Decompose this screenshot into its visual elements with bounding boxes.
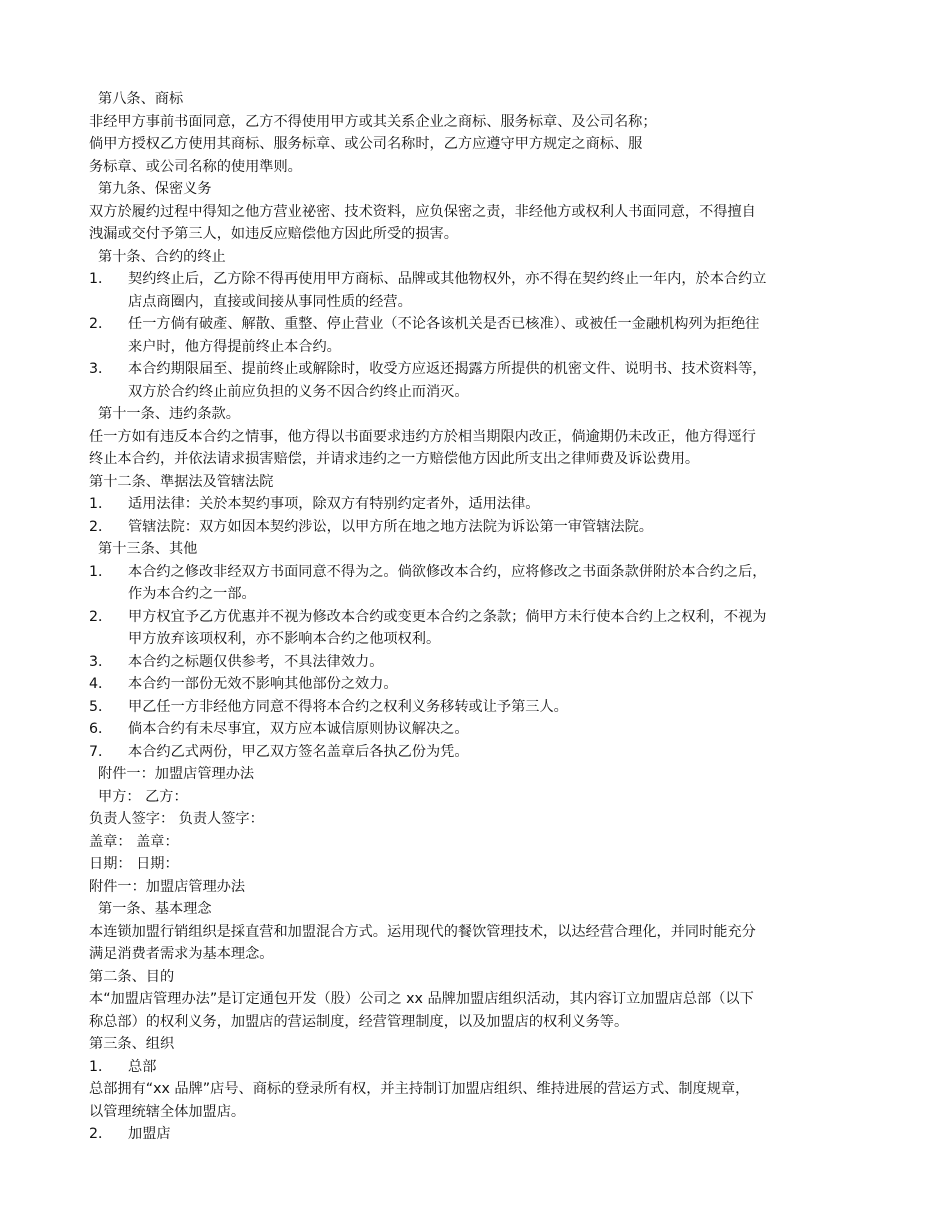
text-line: 日期： 日期：	[89, 856, 179, 872]
item-first-line	[89, 268, 869, 291]
paragraph	[89, 966, 869, 989]
item-continuation-line: 店点商圈内，直接或间接从事同性质的经营。	[128, 293, 412, 310]
item-number: 1．	[89, 1058, 113, 1075]
text-line: 终止本合约，并依法请求损害赔偿，并请求违约之一方赔偿他方因此所支出之律师费及诉讼费用。	[89, 451, 700, 467]
text-line: 本连锁加盟行销组织是採直营和加盟混合方式。运用现代的餐饮管理技术，以达经营合理化，并同时能充分	[89, 923, 756, 940]
numbered-item	[89, 493, 869, 516]
item-first-line	[89, 606, 869, 629]
text-line: 第八条、商标	[98, 91, 184, 107]
item-number: 1．	[89, 271, 113, 287]
paragraph	[89, 111, 869, 134]
paragraph	[89, 921, 869, 966]
paragraph	[89, 988, 869, 1033]
text-line: 甲方： 乙方：	[98, 788, 188, 805]
paragraph	[89, 808, 869, 831]
text-line: 第十条、合约的终止	[98, 248, 226, 265]
section-heading	[89, 763, 869, 786]
item-text: 本合约之标题仅供参考，不具法律效力。	[128, 653, 384, 670]
item-first-line	[89, 313, 869, 336]
text-line: 第九条、保密义务	[98, 181, 212, 197]
item-first-line	[89, 1123, 869, 1146]
item-number: 2．	[89, 1126, 113, 1142]
item-text: 本合约一部份无效不影响其他部份之效力。	[128, 676, 398, 692]
paragraph	[89, 1078, 869, 1123]
item-text: 管辖法院：双方如因本契约涉讼，以甲方所在地之地方法院为诉讼第一审管辖法院。	[128, 518, 653, 535]
item-text: 甲乙任一方非经他方同意不得将本合约之权利义务移转或让予第三人。	[128, 698, 568, 715]
paragraph	[89, 471, 869, 494]
item-text: 甲方权宜予乙方优惠并不视为修改本合约或变更本合约之条款；倘甲方未行使本合约上之权利，不视为	[128, 608, 767, 625]
text-line: 第十二条、準据法及管辖法院	[89, 473, 274, 490]
section-heading	[89, 403, 869, 426]
item-first-line	[89, 673, 869, 696]
paragraph	[89, 201, 869, 246]
numbered-item	[89, 268, 869, 313]
section-heading	[89, 786, 869, 809]
text-line: 总部拥有“xx 品牌”店号、商标的登录所有权，并主持制订加盟店组织、维持进展的营运方式、制度规章，	[89, 1081, 750, 1097]
item-text: 本合约期限届至、提前终止或解除时，收受方应返还揭露方所提供的机密文件、说明书、技术资料等，	[128, 361, 767, 377]
item-first-line	[89, 516, 869, 539]
numbered-item	[89, 561, 869, 606]
text-line: 倘甲方授权乙方使用其商标、服务标章、或公司名称时，乙方应遵守甲方规定之商标、服	[89, 136, 643, 152]
text-line: 负责人签字： 负责人签字：	[89, 811, 264, 827]
paragraph	[89, 831, 869, 854]
item-first-line	[89, 651, 869, 674]
text-line: 第一条、基本理念	[98, 901, 212, 917]
item-first-line	[89, 741, 869, 764]
item-first-line	[89, 493, 869, 516]
numbered-item	[89, 651, 869, 674]
item-number: 4．	[89, 676, 113, 692]
item-number: 2．	[89, 316, 113, 332]
paragraph	[89, 853, 869, 876]
item-text: 总部	[128, 1058, 157, 1075]
item-number: 2．	[89, 608, 113, 625]
text-line: 非经甲方事前书面同意，乙方不得使用甲方或其关系企业之商标、服务标章、及公司名称；	[89, 113, 657, 130]
paragraph	[89, 426, 869, 471]
item-number: 7．	[89, 743, 113, 760]
numbered-item	[89, 358, 869, 403]
paragraph	[89, 1033, 869, 1056]
item-number: 5．	[89, 698, 113, 715]
item-number: 6．	[89, 721, 113, 737]
numbered-item	[89, 673, 869, 696]
numbered-item	[89, 718, 869, 741]
text-line: 务标章、或公司名称的使用準则。	[89, 158, 302, 175]
text-line: 附件一：加盟店管理办法	[89, 878, 246, 895]
paragraph	[89, 133, 869, 178]
item-text: 倘本合约有未尽事宜，双方应本诚信原则协议解决之。	[128, 721, 469, 737]
numbered-item	[89, 516, 869, 539]
text-line: 称总部）的权利义务，加盟店的营运制度，经营管理制度，以及加盟店的权利义务等。	[89, 1013, 629, 1030]
item-continuation-line: 来户时，他方得提前终止本合约。	[128, 338, 341, 355]
section-heading	[89, 538, 869, 561]
numbered-item	[89, 313, 869, 358]
item-first-line	[89, 358, 869, 381]
text-line: 本“加盟店管理办法”是订定通包开发（股）公司之 xx 品牌加盟店组织活动，其内容订立加盟店总部（以下	[89, 991, 754, 1007]
paragraph	[89, 876, 869, 899]
item-text: 本合约乙式两份，甲乙双方签名盖章后各执乙份为凭。	[128, 743, 469, 760]
item-number: 2．	[89, 518, 113, 535]
item-first-line	[89, 561, 869, 584]
item-text: 适用法律：关於本契约事项，除双方有特别约定者外，适用法律。	[128, 496, 540, 512]
text-line: 第十三条、其他	[98, 541, 198, 557]
numbered-item	[89, 1056, 869, 1079]
text-line: 第十一条、违约条款。	[98, 406, 240, 422]
item-number: 3．	[89, 653, 113, 670]
item-first-line	[89, 1056, 869, 1079]
text-line: 任一方如有违反本合约之情事，他方得以书面要求违约方於相当期限内改正，倘逾期仍未改正，他方得逕行	[89, 428, 756, 445]
item-continuation-line: 作为本合约之一部。	[128, 586, 256, 602]
item-text: 本合约之修改非经双方书面同意不得为之。倘欲修改本合约，应将修改之书面条款併附於本合约之后，	[128, 563, 767, 580]
item-text: 加盟店	[128, 1126, 171, 1142]
item-number: 3．	[89, 361, 113, 377]
item-continuation-line: 双方於合约终止前应负担的义务不因合约终止而消灭。	[128, 383, 469, 400]
numbered-item	[89, 606, 869, 651]
item-text: 契约终止后，乙方除不得再使用甲方商标、品牌或其他物权外，亦不得在契约终止一年内，於本合约立	[128, 271, 767, 287]
text-line: 洩漏或交付予第三人，如违反应赔偿他方因此所受的损害。	[89, 226, 458, 242]
numbered-item	[89, 741, 869, 764]
text-line: 第二条、目的	[89, 968, 175, 985]
numbered-item	[89, 1123, 869, 1146]
item-number: 1．	[89, 563, 113, 580]
section-heading	[89, 178, 869, 201]
item-text: 任一方倘有破產、解散、重整、停止营业（不论各该机关是否已核准）、或被任一金融机构列为拒绝往	[128, 316, 760, 332]
text-line: 盖章： 盖章：	[89, 833, 179, 850]
section-heading	[89, 88, 869, 111]
text-line: 以管理统辖全体加盟店。	[89, 1103, 246, 1120]
section-heading	[89, 898, 869, 921]
item-first-line	[89, 718, 869, 741]
item-number: 1．	[89, 496, 113, 512]
text-line: 附件一：加盟店管理办法	[98, 766, 255, 782]
document-body	[89, 88, 869, 1146]
item-first-line	[89, 696, 869, 719]
item-continuation-line: 甲方放弃该项权利，亦不影响本合约之他项权利。	[128, 631, 441, 647]
numbered-item	[89, 696, 869, 719]
section-heading	[89, 246, 869, 269]
text-line: 满足消费者需求为基本理念。	[89, 946, 274, 962]
text-line: 第三条、组织	[89, 1036, 175, 1052]
text-line: 双方於履约过程中得知之他方营业祕密、技术资料，应负保密之责，非经他方或权利人书面同意，不得擅自	[89, 203, 756, 220]
